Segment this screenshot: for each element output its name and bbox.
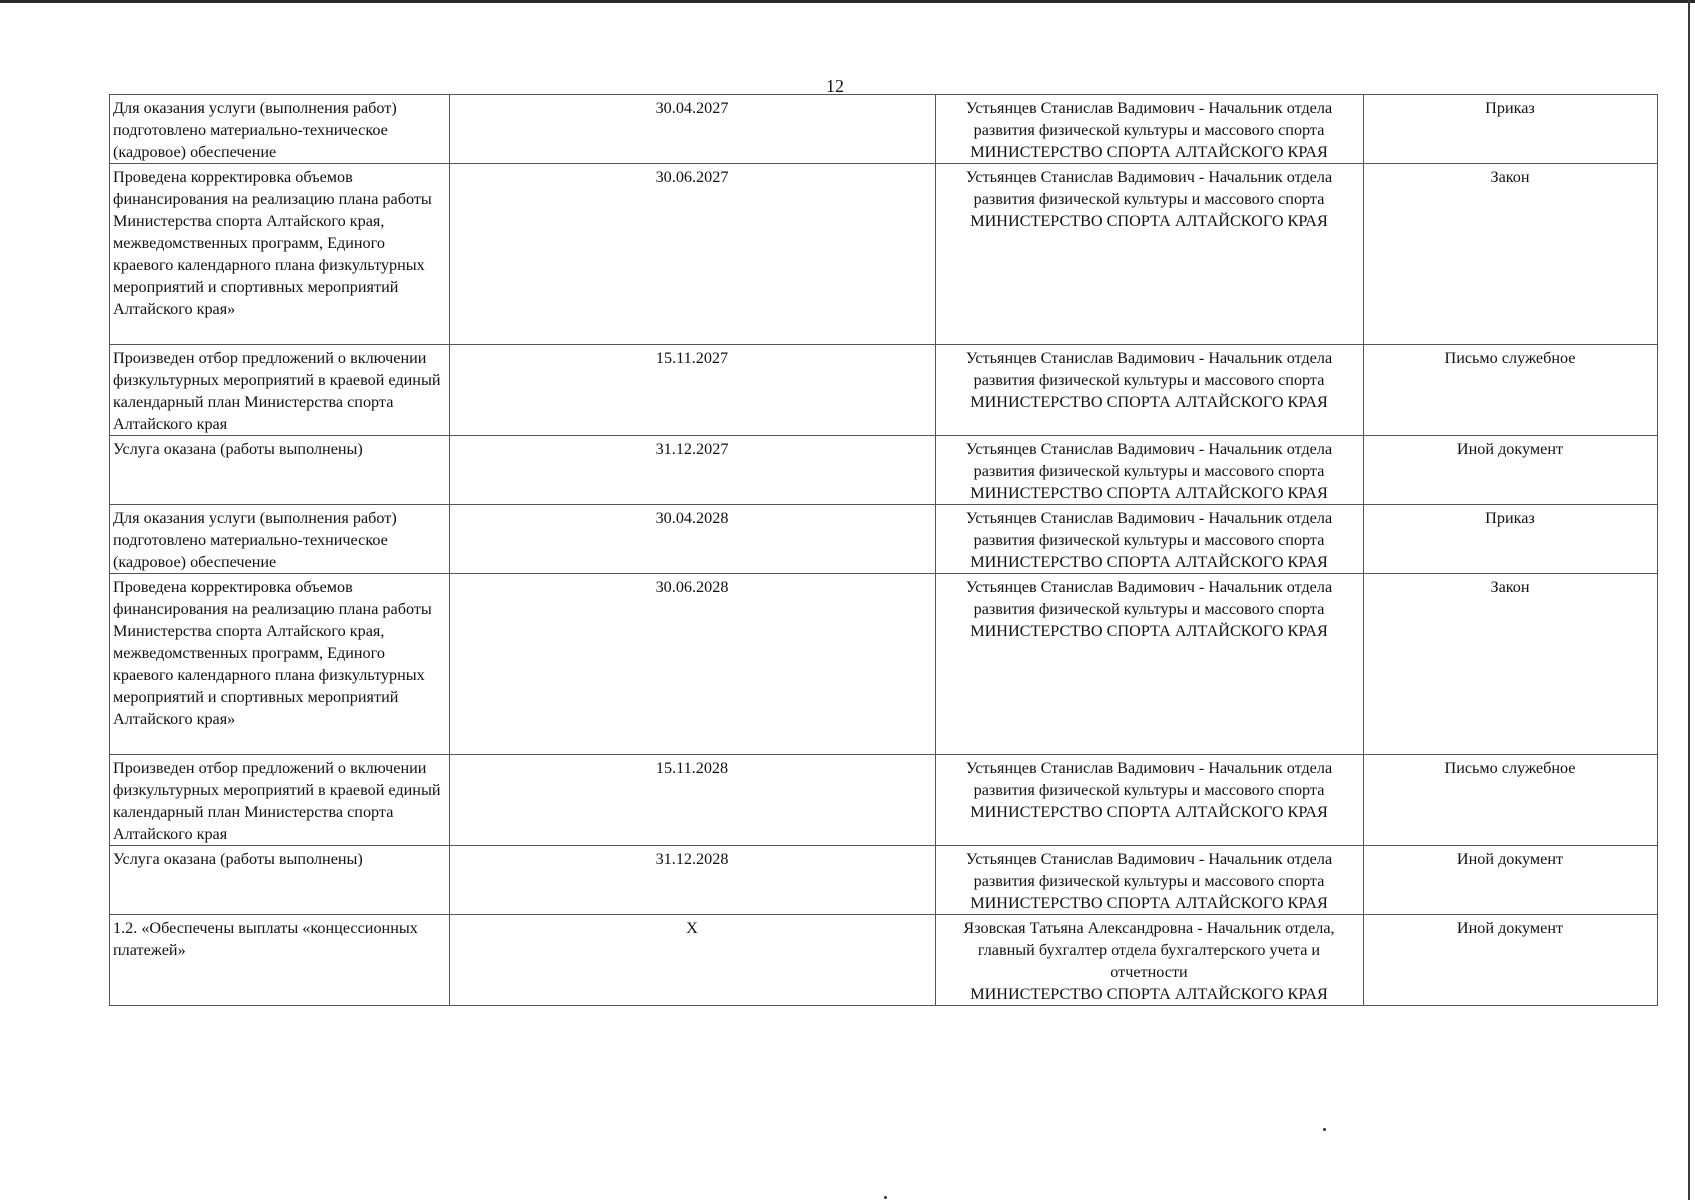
responsible-cell bbox=[936, 574, 1364, 755]
page-top-border bbox=[0, 0, 1695, 3]
event-cell: 1.2. «Обеспечены выплаты «концессионных платежей» bbox=[110, 915, 450, 1006]
table-row bbox=[110, 436, 1658, 505]
table-row bbox=[110, 846, 1658, 915]
date-cell: 30.04.2027 bbox=[450, 95, 936, 164]
date-cell: 30.04.2028 bbox=[450, 505, 936, 574]
document-type-cell: Закон bbox=[1364, 164, 1658, 345]
responsible-cell bbox=[936, 345, 1364, 436]
date-cell: 15.11.2028 bbox=[450, 755, 936, 846]
table-row bbox=[110, 505, 1658, 574]
event-cell: Услуга оказана (работы выполнены) bbox=[110, 436, 450, 505]
scan-speck bbox=[1323, 1128, 1326, 1131]
control-points-table bbox=[109, 94, 1658, 1006]
responsible-person: Язовская Татьяна Александровна - Начальник отдела, главный бухгалтер отдела бухгалтерского учета и отчетности bbox=[963, 919, 1335, 981]
document-type-cell: Приказ bbox=[1364, 95, 1658, 164]
responsible-organization: МИНИСТЕРСТВО СПОРТА АЛТАЙСКОГО КРАЯ bbox=[970, 894, 1328, 912]
date-cell: X bbox=[450, 915, 936, 1006]
responsible-cell bbox=[936, 95, 1364, 164]
table-row bbox=[110, 915, 1658, 1006]
date-cell: 15.11.2027 bbox=[450, 345, 936, 436]
table-row bbox=[110, 755, 1658, 846]
scan-speck bbox=[884, 1196, 887, 1199]
event-cell: Произведен отбор предложений о включении физкультурных мероприятий в краевой единый календарный план Министерства спорта Алтайского края bbox=[110, 755, 450, 846]
event-cell: Проведена корректировка объемов финансирования на реализацию плана работы Министерства спорта Алтайского края, межведомственных программ, Единого краевого календарного плана физкультурных мероприятий и спортивных мероприятий Алтайского края» bbox=[110, 574, 450, 755]
event-cell: Для оказания услуги (выполнения работ) подготовлено материально-техническое (кадровое) обеспечение bbox=[110, 95, 450, 164]
responsible-organization: МИНИСТЕРСТВО СПОРТА АЛТАЙСКОГО КРАЯ bbox=[970, 622, 1328, 640]
document-type-cell: Иной документ bbox=[1364, 436, 1658, 505]
responsible-person: Устьянцев Станислав Вадимович - Начальник отдела развития физической культуры и массового спорта bbox=[965, 759, 1333, 799]
date-cell: 30.06.2028 bbox=[450, 574, 936, 755]
responsible-person: Устьянцев Станислав Вадимович - Начальник отдела развития физической культуры и массового спорта bbox=[965, 509, 1333, 549]
date-cell: 30.06.2027 bbox=[450, 164, 936, 345]
responsible-cell bbox=[936, 915, 1364, 1006]
date-cell: 31.12.2028 bbox=[450, 846, 936, 915]
document-type-cell: Письмо служебное bbox=[1364, 345, 1658, 436]
responsible-person: Устьянцев Станислав Вадимович - Начальник отдела развития физической культуры и массового спорта bbox=[965, 850, 1333, 890]
table-row bbox=[110, 95, 1658, 164]
table-row bbox=[110, 164, 1658, 345]
event-cell: Произведен отбор предложений о включении физкультурных мероприятий в краевой единый календарный план Министерства спорта Алтайского края bbox=[110, 345, 450, 436]
document-type-cell: Письмо служебное bbox=[1364, 755, 1658, 846]
responsible-person: Устьянцев Станислав Вадимович - Начальник отдела развития физической культуры и массового спорта bbox=[965, 99, 1333, 139]
responsible-cell bbox=[936, 846, 1364, 915]
responsible-cell bbox=[936, 436, 1364, 505]
responsible-organization: МИНИСТЕРСТВО СПОРТА АЛТАЙСКОГО КРАЯ bbox=[970, 393, 1328, 411]
event-cell: Услуга оказана (работы выполнены) bbox=[110, 846, 450, 915]
document-type-cell: Приказ bbox=[1364, 505, 1658, 574]
responsible-person: Устьянцев Станислав Вадимович - Начальник отдела развития физической культуры и массового спорта bbox=[965, 440, 1333, 480]
responsible-organization: МИНИСТЕРСТВО СПОРТА АЛТАЙСКОГО КРАЯ bbox=[970, 553, 1328, 571]
responsible-person: Устьянцев Станислав Вадимович - Начальник отдела развития физической культуры и массового спорта bbox=[965, 578, 1333, 618]
document-type-cell: Закон bbox=[1364, 574, 1658, 755]
document-type-cell: Иной документ bbox=[1364, 846, 1658, 915]
table-row bbox=[110, 345, 1658, 436]
date-cell: 31.12.2027 bbox=[450, 436, 936, 505]
responsible-organization: МИНИСТЕРСТВО СПОРТА АЛТАЙСКОГО КРАЯ bbox=[970, 212, 1328, 230]
event-cell: Для оказания услуги (выполнения работ) подготовлено материально-техническое (кадровое) обеспечение bbox=[110, 505, 450, 574]
responsible-cell bbox=[936, 164, 1364, 345]
event-cell: Проведена корректировка объемов финансирования на реализацию плана работы Министерства спорта Алтайского края, межведомственных программ, Единого краевого календарного плана физкультурных мероприятий и спортивных мероприятий Алтайского края» bbox=[110, 164, 450, 345]
responsible-person: Устьянцев Станислав Вадимович - Начальник отдела развития физической культуры и массового спорта bbox=[965, 349, 1333, 389]
page-number: 12 bbox=[826, 76, 844, 96]
responsible-organization: МИНИСТЕРСТВО СПОРТА АЛТАЙСКОГО КРАЯ bbox=[970, 803, 1328, 821]
responsible-organization: МИНИСТЕРСТВО СПОРТА АЛТАЙСКОГО КРАЯ bbox=[970, 484, 1328, 502]
document-type-cell: Иной документ bbox=[1364, 915, 1658, 1006]
responsible-person: Устьянцев Станислав Вадимович - Начальник отдела развития физической культуры и массового спорта bbox=[965, 168, 1333, 208]
responsible-cell bbox=[936, 505, 1364, 574]
table-row bbox=[110, 574, 1658, 755]
responsible-organization: МИНИСТЕРСТВО СПОРТА АЛТАЙСКОГО КРАЯ bbox=[970, 985, 1328, 1003]
responsible-cell bbox=[936, 755, 1364, 846]
page-right-border bbox=[1688, 0, 1690, 1200]
responsible-organization: МИНИСТЕРСТВО СПОРТА АЛТАЙСКОГО КРАЯ bbox=[970, 143, 1328, 161]
